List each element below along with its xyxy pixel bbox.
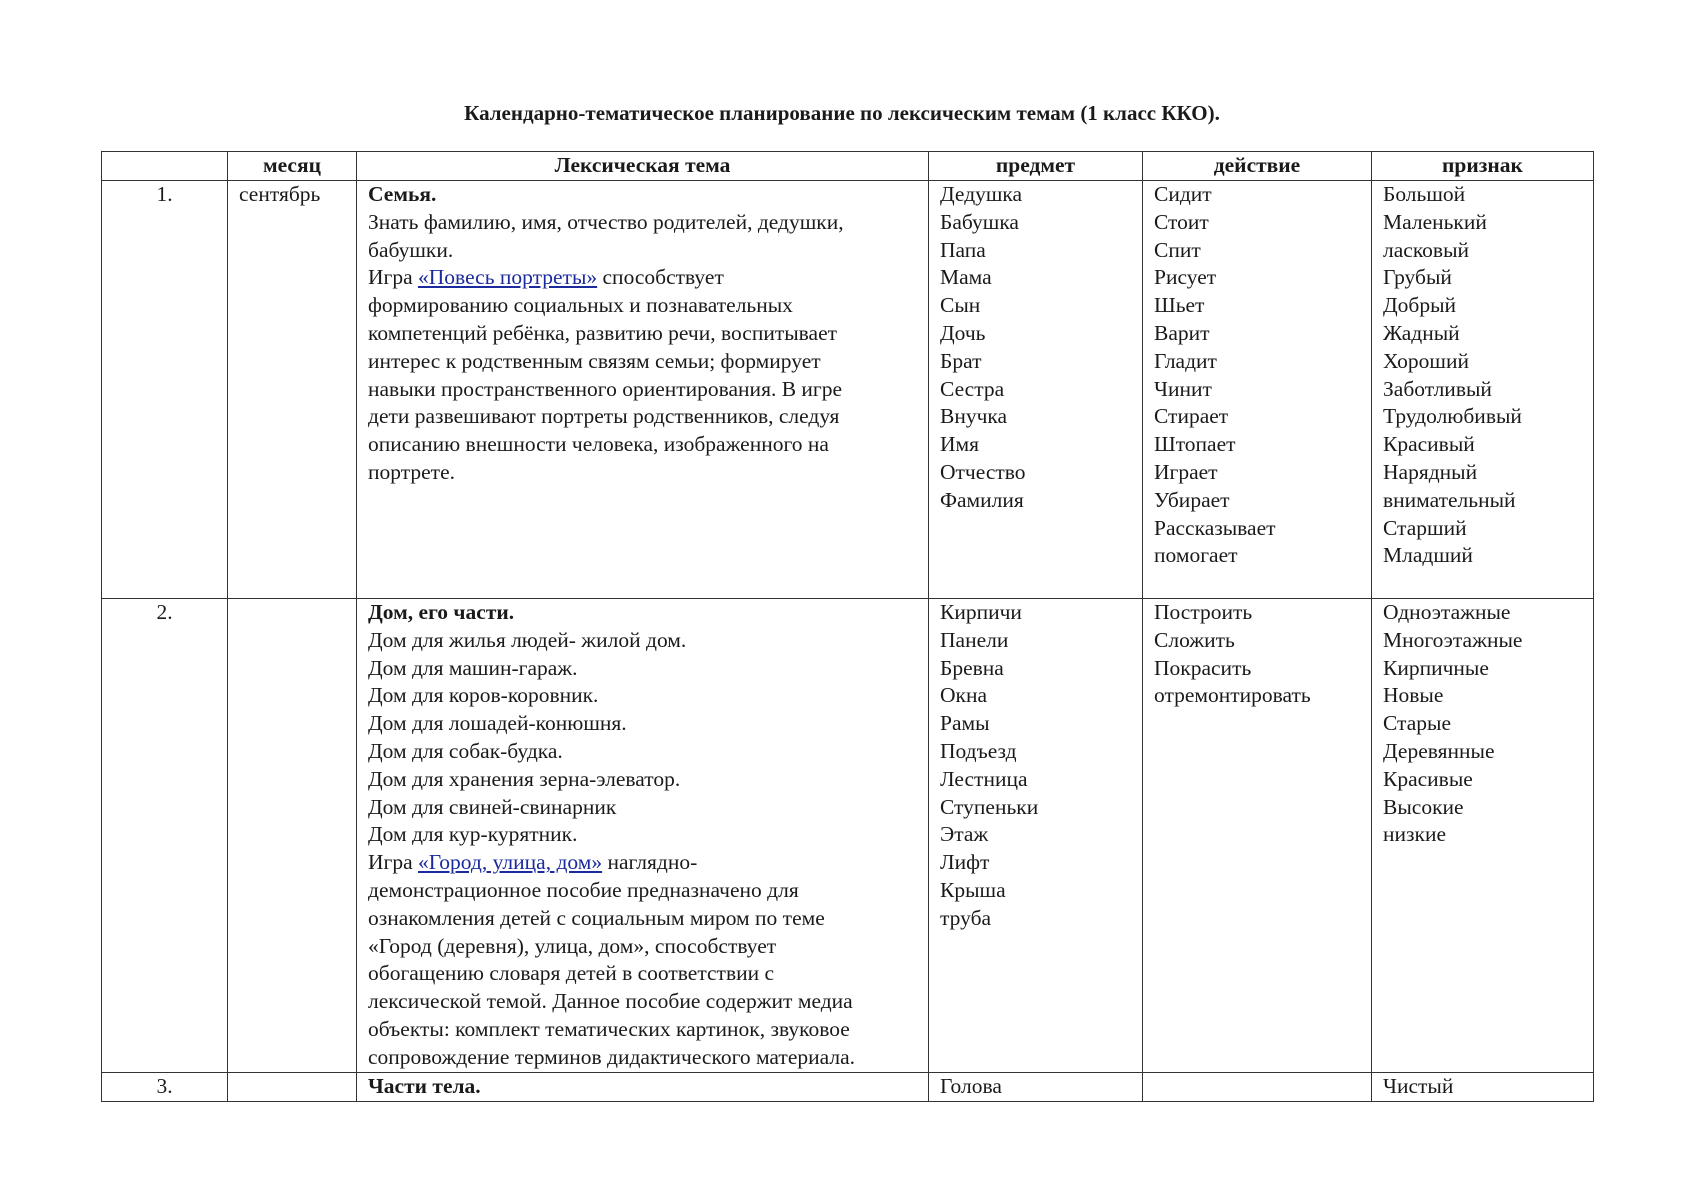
row-actions — [1143, 1073, 1372, 1102]
game-line — [368, 264, 917, 292]
subject-word: Отчество — [940, 459, 1026, 484]
action-word: Штопает — [1154, 432, 1236, 457]
attribute-word: Красивый — [1383, 432, 1475, 457]
action-word: отремонтировать — [1154, 683, 1311, 708]
header-number — [102, 152, 228, 181]
attribute-word: Старший — [1383, 515, 1467, 540]
attribute-word: Добрый — [1383, 293, 1457, 318]
game-description-line: ознакомления детей с социальным миром по теме — [368, 905, 825, 930]
attribute-word: Одноэтажные — [1383, 600, 1511, 624]
subject-word: Брат — [940, 348, 982, 373]
game-description-line: интерес к родственным связям семьи; формирует — [368, 348, 821, 373]
theme-line: Дом для свиней-свинарник — [368, 794, 617, 819]
row-actions — [1143, 599, 1372, 1073]
action-word: Гладит — [1154, 348, 1217, 373]
attribute-word: внимательный — [1383, 487, 1516, 512]
action-word: Рассказывает — [1154, 515, 1276, 540]
game-suffix: способствует — [597, 265, 724, 290]
game-prefix: Игра — [368, 850, 419, 875]
game-description-line: обогащению словаря детей в соответствии с — [368, 961, 775, 986]
subject-word: Бабушка — [940, 209, 1019, 234]
theme-title: Дом, его части. — [368, 600, 515, 624]
subject-word: Подъезд — [940, 738, 1017, 763]
action-word: Убирает — [1154, 487, 1230, 512]
action-word: Покрасить — [1154, 655, 1252, 680]
subject-word: Кирпичи — [940, 600, 1022, 624]
theme-line: бабушки. — [368, 237, 454, 262]
attribute-word: Красивые — [1383, 766, 1473, 791]
subject-word: труба — [940, 905, 992, 930]
game-description-line: компетенций ребёнка, развитию речи, воспитывает — [368, 320, 838, 345]
subject-word: Панели — [940, 627, 1009, 652]
attribute-word: Маленький — [1383, 209, 1487, 234]
header-month: месяц — [228, 152, 357, 181]
theme-title: Части тела. — [368, 1074, 481, 1098]
game-description-line: объекты: комплект тематических картинок, звуковое — [368, 1016, 850, 1041]
attribute-word: Большой — [1383, 182, 1466, 206]
game-prefix: Игра — [368, 265, 419, 290]
game-description-line: формированию социальных и познавательных — [368, 293, 793, 318]
row-actions — [1143, 181, 1372, 599]
game-description-line: демонстрационное пособие предназначено для — [368, 877, 799, 902]
theme-line: Дом для кур-курятник. — [368, 822, 578, 847]
game-description-line: навыки пространственного ориентирования. В игре — [368, 376, 843, 401]
subject-word: Крыша — [940, 877, 1006, 902]
document-title: Календарно-тематическое планирование по лексическим темам (1 класс ККО). — [464, 101, 1220, 125]
game-description-line: сопровождение терминов дидактического материала. — [368, 1044, 855, 1069]
attribute-word: Младший — [1383, 543, 1473, 568]
subject-word: Бревна — [940, 655, 1004, 680]
action-word: Шьет — [1154, 293, 1205, 318]
attribute-word: Чистый — [1383, 1074, 1454, 1098]
action-word: Сложить — [1154, 627, 1235, 652]
subject-word: Лестница — [940, 766, 1028, 791]
subject-word: Этаж — [940, 822, 989, 847]
game-description-line: описанию внешности человека, изображенного на — [368, 432, 829, 457]
header-subject: предмет — [929, 152, 1143, 181]
action-word: Стирает — [1154, 404, 1229, 429]
action-word: Играет — [1154, 459, 1218, 484]
action-word: Рисует — [1154, 265, 1217, 290]
game-description-line: «Город (деревня), улица, дом», способствует — [368, 933, 777, 958]
row-number: 2. — [102, 599, 228, 1073]
planning-table — [101, 151, 1594, 1102]
subject-word: Внучка — [940, 404, 1008, 429]
action-word: Стоит — [1154, 209, 1209, 234]
action-word: Варит — [1154, 320, 1210, 345]
row-month: сентябрь — [228, 181, 357, 599]
row-month — [228, 1073, 357, 1102]
attribute-word: Кирпичные — [1383, 655, 1489, 680]
theme-line: Дом для коров-коровник. — [368, 683, 599, 708]
theme-line: Дом для хранения зерна-элеватор. — [368, 766, 681, 791]
attribute-word: Трудолюбивый — [1383, 404, 1522, 429]
subject-word: Дедушка — [940, 182, 1023, 206]
row-subjects — [929, 1073, 1143, 1102]
header-attribute: признак — [1372, 152, 1594, 181]
subject-word: Рамы — [940, 711, 990, 736]
header-action: действие — [1143, 152, 1372, 181]
row-subjects — [929, 599, 1143, 1073]
subject-word: Сын — [940, 293, 981, 318]
row-theme — [357, 1073, 929, 1102]
action-word: Спит — [1154, 237, 1201, 262]
attribute-word: Нарядный — [1383, 459, 1478, 484]
subject-word: Окна — [940, 683, 988, 708]
table-header-row — [102, 152, 1594, 181]
theme-line: Дом для лошадей-конюшня. — [368, 711, 627, 736]
table-row — [102, 181, 1594, 599]
row-month — [228, 599, 357, 1073]
subject-word: Имя — [940, 432, 980, 457]
attribute-word: ласковый — [1383, 237, 1470, 262]
row-subjects — [929, 181, 1143, 599]
row-number: 1. — [102, 181, 228, 599]
attribute-word: Высокие — [1383, 794, 1464, 819]
subject-word: Сестра — [940, 376, 1005, 401]
row-attributes — [1372, 599, 1594, 1073]
attribute-word: Старые — [1383, 711, 1451, 736]
theme-line: Дом для машин-гараж. — [368, 655, 578, 680]
theme-line: Знать фамилию, имя, отчество родителей, дедушки, — [368, 209, 844, 234]
subject-word: Голова — [940, 1074, 1002, 1098]
header-theme: Лексическая тема — [357, 152, 929, 181]
subject-word: Дочь — [940, 320, 986, 345]
game-description-line: портрете. — [368, 459, 455, 484]
game-description-line: лексической темой. Данное пособие содержит медиа — [368, 989, 853, 1014]
subject-word: Папа — [940, 237, 986, 262]
game-suffix: наглядно- — [602, 850, 698, 875]
row-attributes — [1372, 1073, 1594, 1102]
attribute-word: Многоэтажные — [1383, 627, 1523, 652]
attribute-word: Заботливый — [1383, 376, 1492, 401]
subject-word: Ступеньки — [940, 794, 1039, 819]
row-theme — [357, 599, 929, 1073]
row-number: 3. — [102, 1073, 228, 1102]
game-description-line: дети развешивают портреты родственников, следуя — [368, 404, 840, 429]
action-word: Чинит — [1154, 376, 1212, 401]
table-row — [102, 599, 1594, 1073]
game-link-portraits[interactable]: «Повесь портреты» — [418, 265, 598, 290]
theme-line: Дом для жилья людей- жилой дом. — [368, 627, 687, 652]
subject-word: Фамилия — [940, 487, 1024, 512]
attribute-word: Хороший — [1383, 348, 1469, 373]
game-line — [368, 849, 917, 877]
row-theme — [357, 181, 929, 599]
attribute-word: Деревянные — [1383, 738, 1495, 763]
row-attributes — [1372, 181, 1594, 599]
action-word: Построить — [1154, 600, 1253, 624]
attribute-word: Новые — [1383, 683, 1444, 708]
game-link-city-street-house[interactable]: «Город, улица, дом» — [418, 850, 603, 875]
action-word: Сидит — [1154, 182, 1212, 206]
attribute-word: Грубый — [1383, 265, 1452, 290]
action-word: помогает — [1154, 543, 1238, 568]
theme-title: Семья. — [368, 182, 437, 206]
theme-line: Дом для собак-будка. — [368, 738, 563, 763]
attribute-word: Жадный — [1383, 320, 1460, 345]
table-row — [102, 1073, 1594, 1102]
attribute-word: низкие — [1383, 822, 1446, 847]
subject-word: Мама — [940, 265, 992, 290]
subject-word: Лифт — [940, 850, 990, 875]
